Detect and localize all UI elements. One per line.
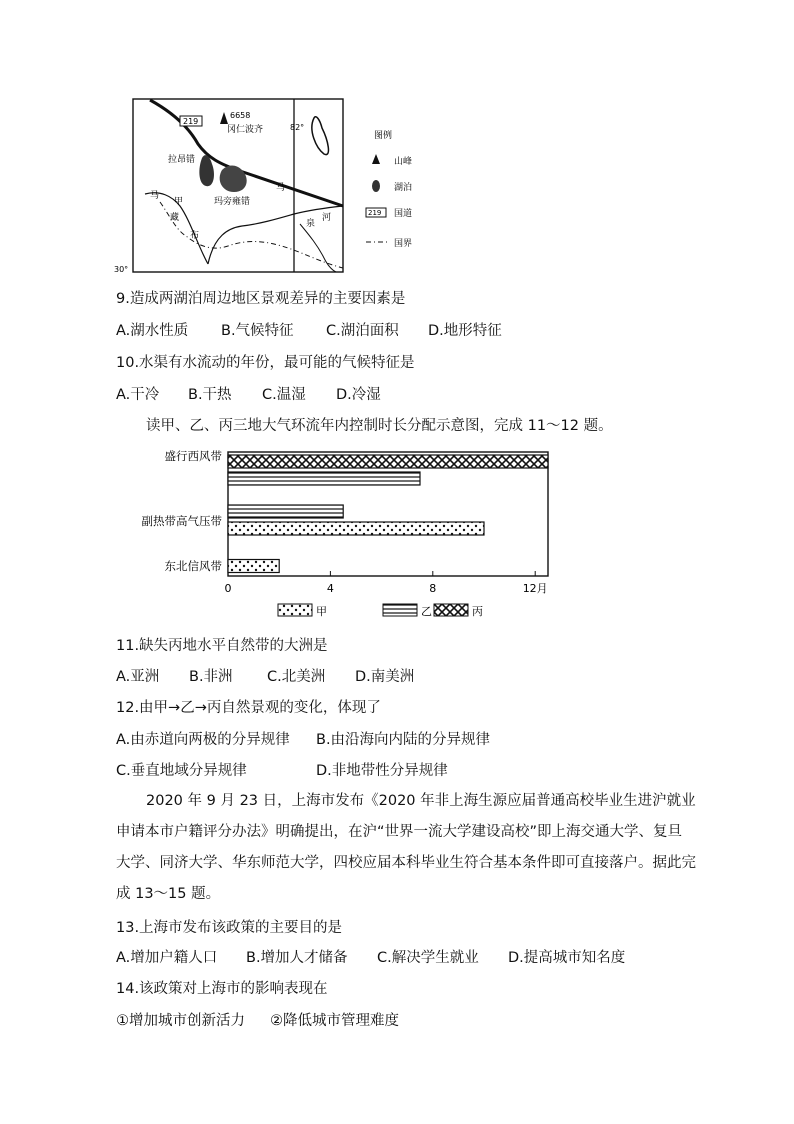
q11-option-c[interactable]: C.北美洲 bbox=[267, 669, 326, 685]
q9-option-c[interactable]: C.湖泊面积 bbox=[326, 323, 399, 339]
q10-option-d[interactable]: D.冷湿 bbox=[336, 387, 381, 403]
x-tick-label: 4 bbox=[326, 582, 334, 595]
q12-options-cd bbox=[116, 761, 448, 781]
latitude-label: 30° bbox=[114, 265, 129, 274]
legend-title: 图例 bbox=[374, 131, 393, 141]
road-sign-text: 219 bbox=[183, 117, 199, 126]
q13-options bbox=[116, 948, 625, 968]
map-figure bbox=[110, 96, 370, 278]
bar-甲-1 bbox=[228, 522, 484, 535]
lake-left-label: 拉昂错 bbox=[168, 155, 196, 165]
map-legend-svg bbox=[364, 128, 454, 252]
river-char: 布 bbox=[190, 231, 200, 241]
river-char: 河 bbox=[322, 213, 332, 223]
intro-11-12: 读甲、乙、丙三地大气环流年内控制时长分配示意图，完成 11～12 题。 bbox=[146, 418, 613, 434]
legend-road-label: 国道 bbox=[394, 209, 413, 219]
peak-elevation: 6658 bbox=[230, 111, 251, 120]
legend-border-label: 国界 bbox=[394, 239, 413, 249]
q9-option-a[interactable]: A.湖水性质 bbox=[116, 323, 189, 339]
q13-stem: 13.上海市发布该政策的主要目的是 bbox=[116, 920, 343, 936]
river-char: 泉 bbox=[306, 219, 316, 229]
q13-option-c[interactable]: C.解决学生就业 bbox=[377, 950, 479, 966]
bar-乙-0 bbox=[228, 472, 420, 485]
x-tick-label: 12月 bbox=[522, 582, 548, 595]
legend-label-乙: 乙 bbox=[421, 605, 432, 618]
q13-option-a[interactable]: A.增加户籍人口 bbox=[116, 950, 218, 966]
q9-options bbox=[116, 321, 502, 341]
q14-items bbox=[116, 1011, 399, 1031]
q10-option-c[interactable]: C.温湿 bbox=[262, 387, 306, 403]
q9-stem: 9.造成两湖泊周边地区景观差异的主要因素是 bbox=[116, 291, 406, 307]
river-char: 藏 bbox=[170, 213, 180, 223]
x-tick-label: 0 bbox=[224, 582, 232, 595]
legend-label-丙: 丙 bbox=[472, 605, 483, 618]
legend-lake-label: 湖泊 bbox=[394, 183, 413, 193]
longitude-label: 82° bbox=[290, 123, 305, 132]
peak-name: 冈仁波齐 bbox=[227, 125, 264, 135]
legend-label-甲: 甲 bbox=[316, 605, 327, 618]
q12-options-ab bbox=[116, 730, 490, 750]
q10-option-b[interactable]: B.干热 bbox=[188, 387, 232, 403]
x-tick-label: 8 bbox=[429, 582, 437, 595]
river-char: 甲 bbox=[174, 197, 184, 207]
q11-option-d[interactable]: D.南美洲 bbox=[355, 669, 415, 685]
q12-option-b[interactable]: B.由沿海向内陆的分异规律 bbox=[316, 732, 491, 748]
q13-option-b[interactable]: B.增加人才储备 bbox=[246, 950, 348, 966]
river-char: 马 bbox=[150, 191, 160, 201]
q11-options bbox=[116, 667, 414, 687]
q11-option-b[interactable]: B.非洲 bbox=[189, 669, 233, 685]
lake-top-right bbox=[312, 117, 329, 155]
bar-甲-2 bbox=[228, 560, 279, 573]
legend-swatch-乙 bbox=[383, 604, 417, 616]
q12-stem: 12.由甲→乙→丙自然景观的变化，体现了 bbox=[116, 700, 381, 716]
legend-road-code: 219 bbox=[368, 209, 382, 217]
lake-right-icon bbox=[220, 166, 247, 193]
legend-swatch-甲 bbox=[278, 604, 312, 616]
bar-乙-1 bbox=[228, 505, 343, 518]
peak-icon bbox=[220, 112, 228, 124]
q14-stem: 14.该政策对上海市的影响表现在 bbox=[116, 981, 328, 997]
q12-option-d[interactable]: D.非地带性分异规律 bbox=[316, 763, 448, 779]
q9-option-d[interactable]: D.地形特征 bbox=[428, 323, 502, 339]
q13-option-d[interactable]: D.提高城市知名度 bbox=[508, 950, 626, 966]
legend-swatch-丙 bbox=[434, 604, 468, 616]
q11-option-a[interactable]: A.亚洲 bbox=[116, 669, 160, 685]
bar-丙-0 bbox=[228, 455, 548, 468]
category-label: 东北信风带 bbox=[164, 559, 222, 573]
national-border bbox=[160, 202, 343, 268]
chart-svg bbox=[110, 440, 580, 625]
category-label: 副热带高气压带 bbox=[141, 514, 222, 528]
q14-item-2[interactable]: ②降低城市管理难度 bbox=[270, 1013, 399, 1029]
q10-stem: 10.水渠有水流动的年份，最可能的气候特征是 bbox=[116, 355, 415, 371]
q9-option-b[interactable]: B.气候特征 bbox=[221, 323, 294, 339]
lake-left-icon bbox=[199, 155, 214, 186]
q12-option-c[interactable]: C.垂直地域分异规律 bbox=[116, 763, 247, 779]
q10-options bbox=[116, 385, 381, 405]
lake-right-label: 玛旁雍错 bbox=[214, 197, 251, 207]
q12-option-a[interactable]: A.由赤道向两极的分异规律 bbox=[116, 732, 290, 748]
intro-13-15: 2020 年 9 月 23 日，上海市发布《2020 年非上海生源应届普通高校毕业生进沪就业申请本市户籍评分办法》明确提出，在沪“世界一流大学建设高校”即上海交通大学、复旦大学、同济大学、华东师范大学，四校应届本科毕业生符合基本条件即可直接落户。据此完成 13～15 题。 bbox=[116, 793, 696, 902]
legend-peak-label: 山峰 bbox=[394, 157, 413, 167]
map-legend bbox=[364, 128, 454, 252]
q14-item-1[interactable]: ①增加城市创新活力 bbox=[116, 1013, 245, 1029]
peak-icon bbox=[372, 154, 380, 164]
q11-stem: 11.缺失丙地水平自然带的大洲是 bbox=[116, 638, 328, 654]
river-char: 马 bbox=[276, 183, 286, 193]
category-label: 盛行西风带 bbox=[164, 449, 222, 463]
q10-option-a[interactable]: A.干冷 bbox=[116, 387, 160, 403]
circulation-chart bbox=[110, 440, 580, 625]
map-svg bbox=[110, 96, 370, 278]
lake-icon bbox=[372, 180, 380, 192]
